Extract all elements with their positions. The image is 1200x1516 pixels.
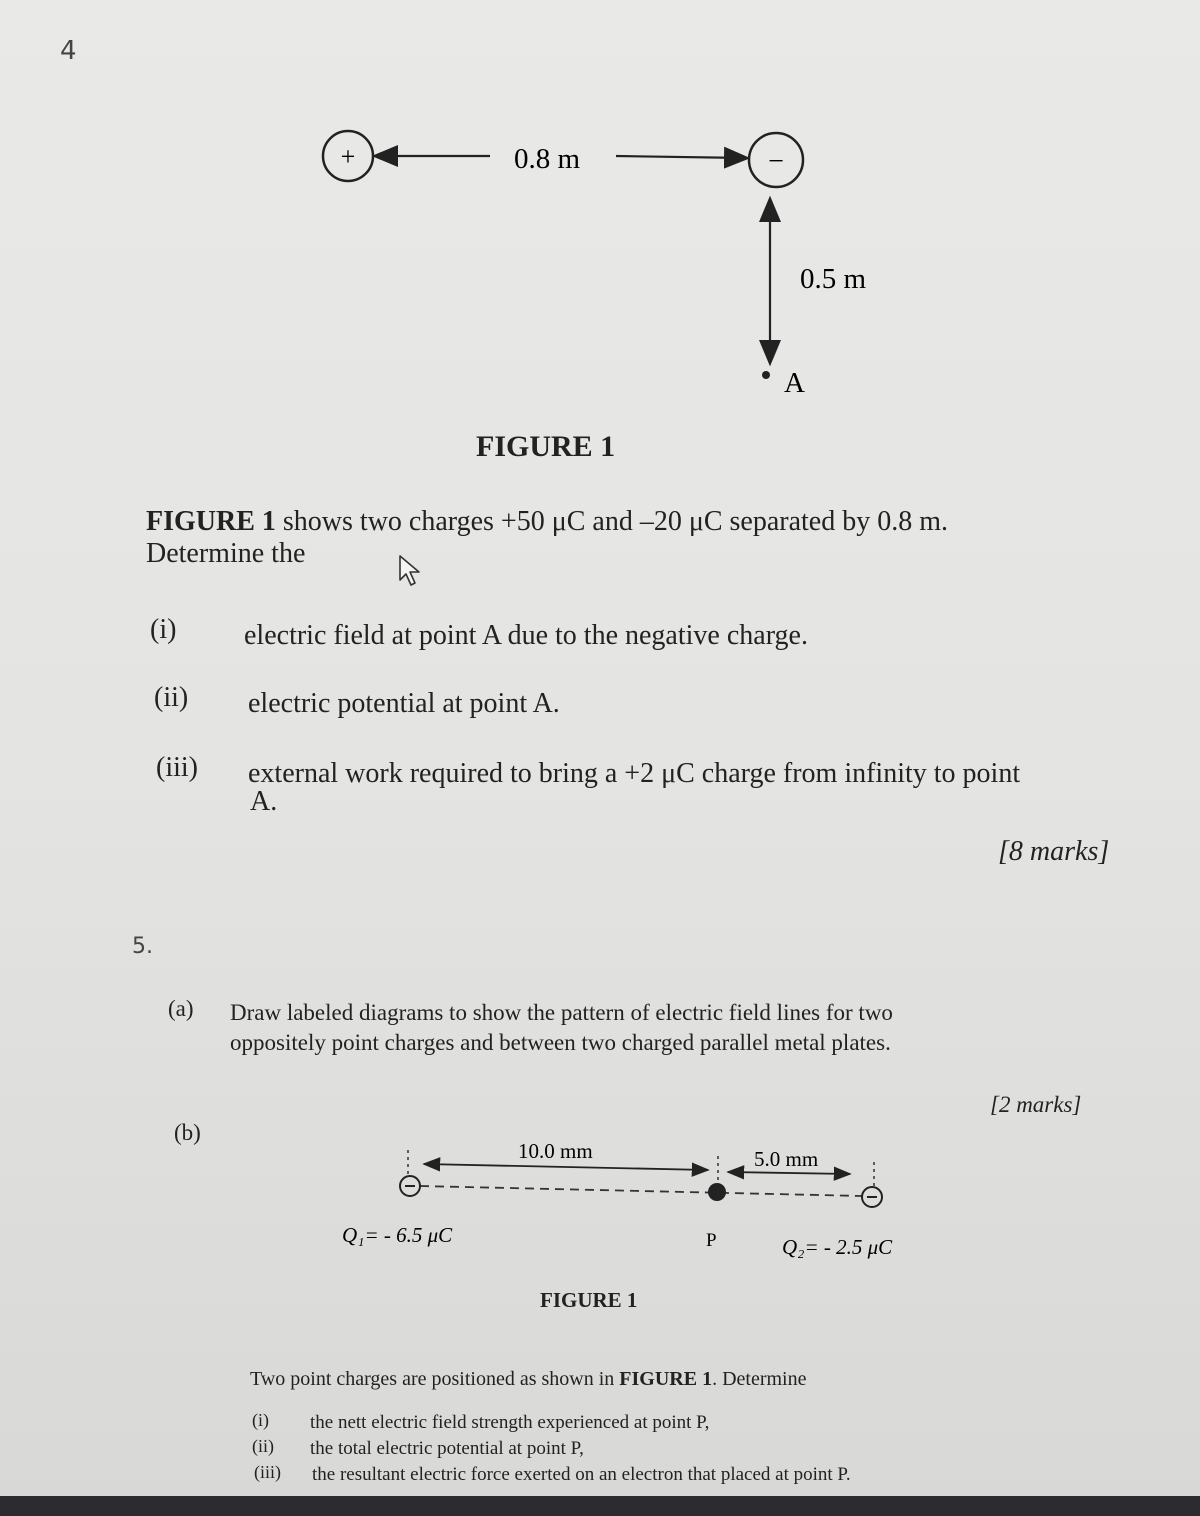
q5-b-intro-bold: FIGURE 1 [619,1368,713,1390]
charge-q1-icon [400,1176,420,1196]
q1-label: Q₁= - 6.5 μC [342,1223,453,1247]
negative-charge-icon [749,133,803,187]
q5-b-intro [250,1368,806,1391]
point-a-label: A [784,367,805,399]
q5-b-item-i-num: (i) [252,1410,269,1430]
q4-intro-line2: Determine the [146,538,306,569]
page-number: 4 [60,36,77,66]
point-a-dot [762,371,770,379]
distance-arrow-5mm [728,1172,850,1174]
figure1-caption: FIGURE 1 [476,430,616,463]
q5-b-item-iii-text: the resultant electric force exerted on an electron that placed at point P. [312,1464,851,1485]
q4-item-i-text: electric field at point A due to the negative charge. [244,620,808,651]
q4-item-ii-text: electric potential at point A. [248,688,560,719]
q5-a-line2: oppositely point charges and between two charged parallel metal plates. [230,1030,891,1055]
q4-item-ii-num: (ii) [154,682,189,713]
q5-b-label: (b) [174,1120,201,1145]
q5-a-line1: Draw labeled diagrams to show the pattern of electric field lines for two [230,1000,893,1025]
point-p-label: P [706,1230,717,1251]
horizontal-distance-label: 0.8 m [514,143,581,175]
distance-label-5mm: 5.0 mm [754,1147,819,1171]
distance-arrow-10mm [424,1164,708,1170]
positive-charge-icon [323,131,373,181]
q5-b-intro-post: . Determine [712,1368,807,1390]
q5-number: 5. [132,934,153,959]
q4-item-iii-text2: A. [250,786,278,817]
q4-intro [146,506,1086,570]
point-p-dot [708,1183,726,1201]
q5-b-intro-pre: Two point charges are positioned as shown in [250,1368,620,1390]
q4-item-iii-text: external work required to bring a +2 μC charge from infinity to point [248,758,1021,789]
figure1-diagram [0,0,1200,480]
q5-a-label: (a) [168,996,194,1021]
q5-figure-diagram [0,1120,1200,1280]
q5-b-item-iii-num: (iii) [254,1462,281,1482]
q4-intro-bold: FIGURE 1 [146,506,276,537]
q4-item-i-num: (i) [150,614,177,645]
q5-b-item-ii-text: the total electric potential at point P, [310,1438,584,1459]
monitor-bezel [0,1496,1200,1516]
q5-a-marks: [2 marks] [990,1092,1082,1117]
q5-b-item-ii-num: (ii) [252,1436,274,1456]
svg-text:+: + [340,142,356,171]
q4-item-iii-num: (iii) [156,752,198,783]
vertical-distance-label: 0.5 m [800,263,867,295]
mouse-cursor-icon [398,554,428,588]
q4-intro-rest: shows two charges +50 μC and –20 μC separated by 0.8 m. [275,506,949,537]
q5-figure-caption: FIGURE 1 [540,1288,638,1312]
svg-text:−: − [768,146,784,177]
distance-label-10mm: 10.0 mm [518,1139,593,1163]
q2-label: Q₂= - 2.5 μC [782,1235,893,1259]
q4-marks: [8 marks] [998,836,1110,867]
q5-b-item-i-text: the nett electric field strength experienced at point P, [310,1412,710,1433]
charge-q2-icon [862,1187,882,1207]
distance-arrow-right [616,156,746,158]
